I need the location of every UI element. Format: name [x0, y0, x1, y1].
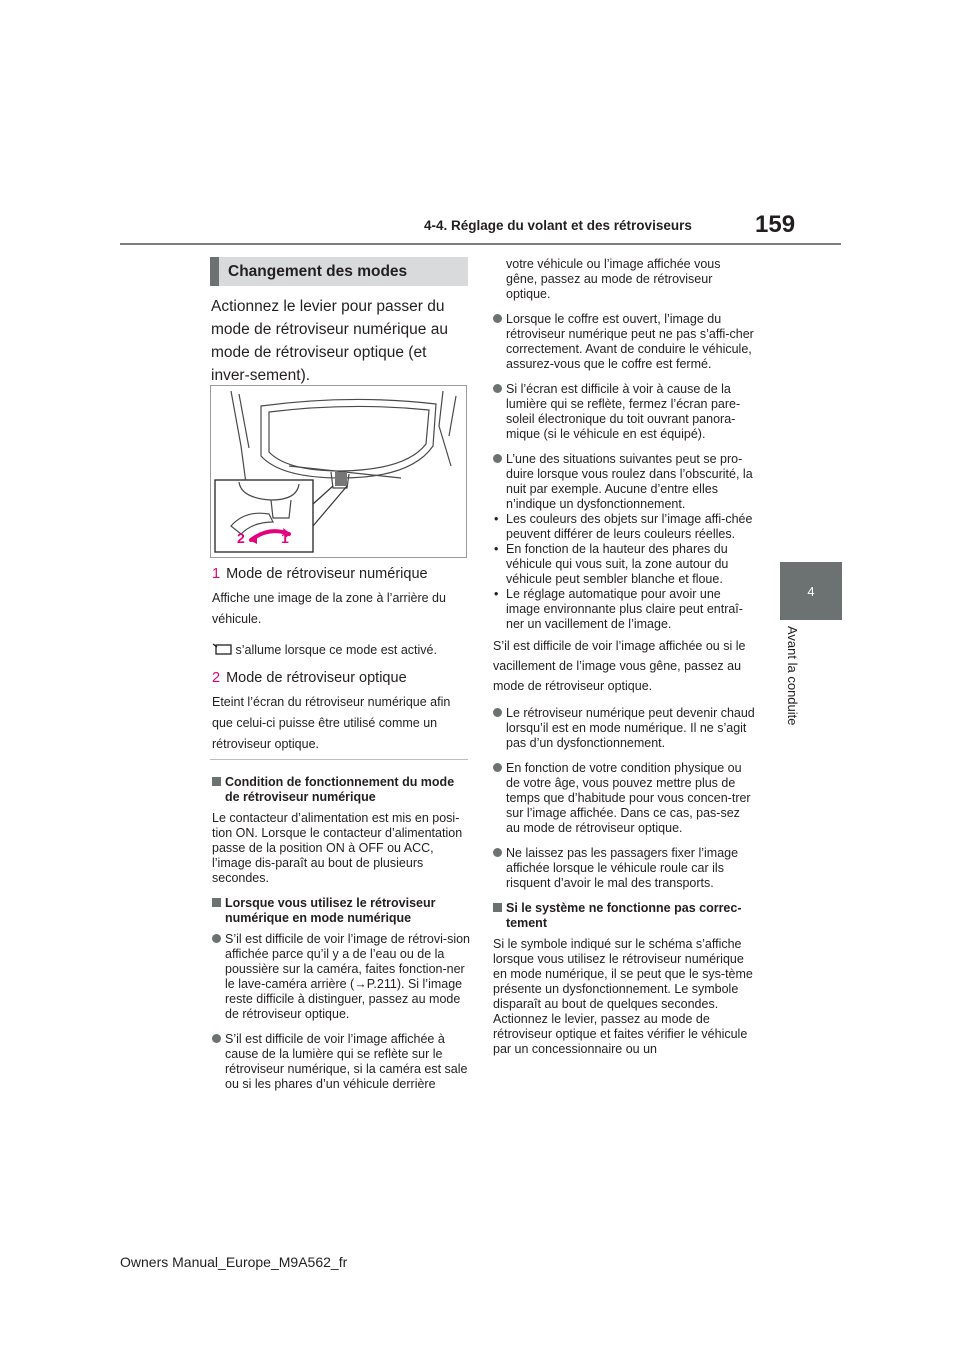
- figure-label-1: 1: [281, 530, 289, 546]
- section-separator: [210, 759, 468, 760]
- note-bullet-passengers: Ne laissez pas les passagers fixer l’image affichée lorsque le véhicule roule car ils risquent d’avoir le mal des transports.: [493, 846, 755, 891]
- note-dash-headlights: • En fonction de la hauteur des phares du véhicule qui vous suit, la zone autour du véhicule peut sembler blanche et floue.: [493, 542, 755, 587]
- figure-label-2: 2: [237, 530, 245, 546]
- footer-manual-id: Owners Manual_Europe_M9A562_fr: [120, 1254, 348, 1270]
- intro-paragraph: Actionnez le levier pour passer du mode de rétroviseur numérique au mode de rétroviseur optique (et inver-sement).: [211, 298, 448, 384]
- note-bullet-heat: Le rétroviseur numérique peut devenir chaud lorsqu’il est en mode numérique. Il ne s’agit pas d’un dysfonctionnement.: [493, 706, 755, 751]
- mirror-drawing: [211, 386, 466, 557]
- mode-2-title: Mode de rétroviseur optique: [226, 670, 407, 686]
- mode-1-description: Affiche une image de la zone à l’arrière du véhicule.: [212, 591, 446, 626]
- mode-2-description: Eteint l’écran du rétroviseur numérique afin que celui-ci puisse être utilisé comme un rétroviseur optique.: [212, 695, 451, 751]
- mode-1-indicator-note: [212, 640, 468, 661]
- chapter-tab: 4: [780, 562, 842, 620]
- running-header: 4-4. Réglage du volant et des rétroviseurs: [424, 218, 692, 233]
- note-heading-digital-use: Lorsque vous utilisez le rétroviseur numérique en mode numérique: [212, 896, 470, 926]
- note-malfunction-text: Si le symbole indiqué sur le schéma s’affiche lorsque vous utilisez le rétroviseur numérique en mode numérique, il se peut que le sys-tème présente un dysfonctionnement. Le symbole disparaît au bout de quelques secondes. Actionnez le levier, passez au mode de rétroviseur optique et faites vérifier le véhicule par un concessionnaire ou un: [493, 937, 753, 1056]
- mode-2-number: 2: [212, 670, 221, 686]
- note-flicker-advice: S’il est difficile de voir l’image affichée ou si le vacillement de l’image vous gêne, passez au mode de rétroviseur optique.: [493, 639, 746, 693]
- page-number: 159: [755, 211, 796, 238]
- left-column-notes: [212, 775, 470, 1102]
- note-bullet-camera-dirt: S’il est difficile de voir l’image de rétrovi-sion affichée parce qu’il y a de l’eau ou de la poussière sur la caméra, faites fonction-ner le lave-caméra arrière (→P.211). Si l’image reste difficile à distinguer, passez au mode de rétroviseur optique.: [212, 932, 470, 1022]
- header-rule: [120, 243, 841, 245]
- note-heading-malfunction: Si le système ne fonctionne pas correc-tement: [493, 901, 755, 931]
- note-bullet-light-reflect: S’il est difficile de voir l’image affichée à cause de la lumière qui se reflète sur le rétroviseur numérique, si la caméra est sale ou si les phares d’un véhicule derrière: [212, 1032, 470, 1092]
- indicator-text: s’allume lorsque ce mode est activé.: [235, 643, 437, 657]
- mirror-illustration: [210, 385, 467, 558]
- mode-1-heading: [212, 565, 428, 583]
- note-bullet-focus: En fonction de votre condition physique ou de votre âge, vous pouvez mettre plus de temps que d’habitude pour vous concen-trer sur l’image affichée. Dans ce cas, pas-sez au mode de rétroviseur optique.: [493, 761, 755, 836]
- note-dash-flicker: • Le réglage automatique pour avoir une image environnante plus claire peut entraî-ner un vacillement de l’image.: [493, 587, 755, 632]
- note-bullet-sunshade: Si l’écran est difficile à voir à cause de la lumière qui se reflète, fermez l’écran pare-soleil électronique du toit ouvrant panora-mique (si le véhicule en est équipé).: [493, 382, 755, 442]
- chapter-label-text: Avant la conduite: [785, 626, 800, 726]
- mode-1-number: 1: [212, 566, 221, 582]
- note-bullet-trunk-open: Lorsque le coffre est ouvert, l’image du rétroviseur numérique peut ne pas s’affi-cher correctement. Avant de conduire le véhicule, assurez-vous que le coffre est fermé.: [493, 312, 755, 372]
- chapter-side-label: [778, 626, 808, 746]
- digital-mirror-indicator-icon: [212, 643, 232, 655]
- mode-2-heading: [212, 669, 407, 687]
- note-condition-text: Le contacteur d’alimentation est mis en posi-tion ON. Lorsque le contacteur d’alimentation passe de la position ON à OFF ou ACC, l’image dis-paraît au bout de plusieurs secondes.: [212, 811, 463, 885]
- note-heading-condition: Condition de fonctionnement du mode de rétroviseur numérique: [212, 775, 470, 805]
- right-column-notes: [493, 257, 755, 1067]
- note-continued-text: votre véhicule ou l’image affichée vous gêne, passez au mode de rétroviseur optique.: [506, 257, 721, 301]
- note-bullet-dark-driving: L’une des situations suivantes peut se pro-duire lorsque vous roulez dans l’obscurité, la nuit par exemple. Aucune d’entre elles n’indique un dysfonctionnement.: [493, 452, 755, 512]
- mode-1-title: Mode de rétroviseur numérique: [226, 566, 428, 582]
- note-dash-colors: • Les couleurs des objets sur l’image affi-chée peuvent différer de leurs couleurs réelles.: [493, 512, 755, 542]
- section-title: Changement des modes: [210, 257, 468, 286]
